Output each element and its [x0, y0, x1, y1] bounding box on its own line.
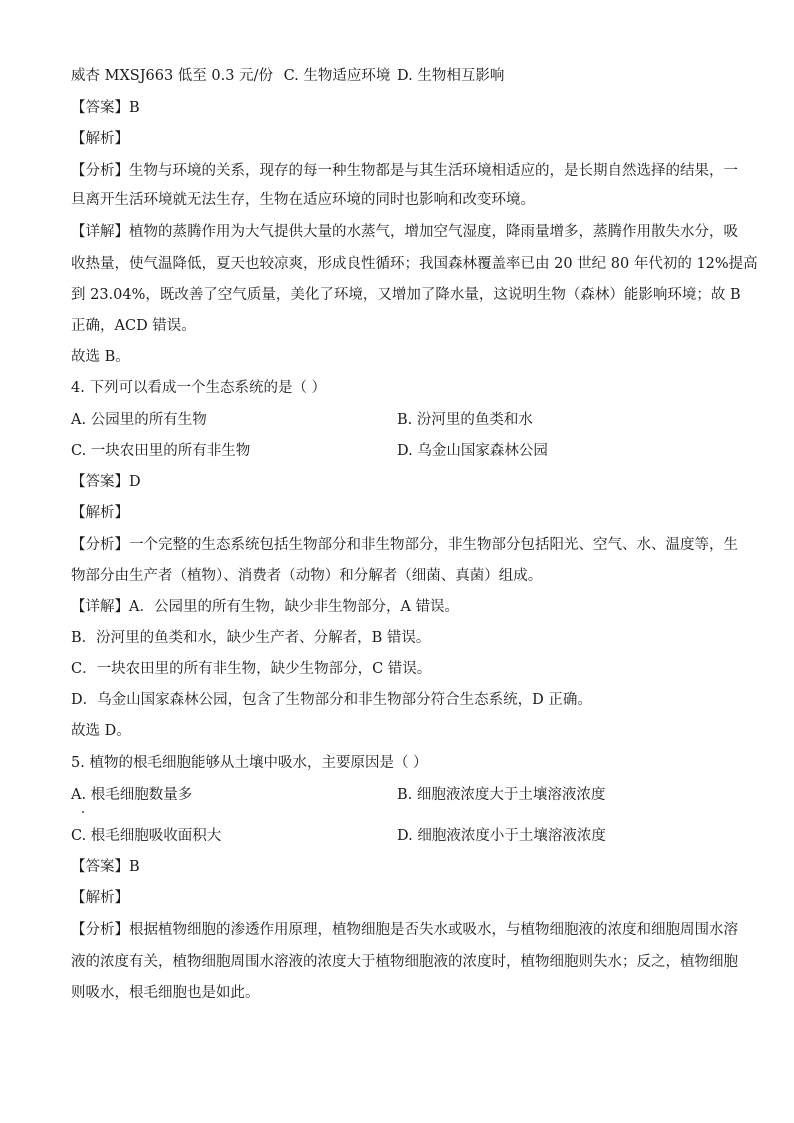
q5-option-d: D. 细胞液浓度小于土壤溶液浓度 [397, 828, 606, 844]
q3-jiexi-heading: 【解析】 [71, 131, 129, 147]
q5-option-c: C. 根毛细胞吸收面积大 [71, 828, 222, 844]
q5-option-a: A. 根毛细胞数量多 [71, 787, 193, 803]
q5-answer: 【答案】B [71, 859, 140, 875]
q4-analysis-line-1: 【分析】一个完整的生态系统包括生物部分和非生物部分，非生物部分包括阳光、空气、水、温度等，生 [71, 537, 738, 553]
q4-analysis-line-2: 物部分由生产者（植物）、消费者（动物）和分解者（细菌、真菌）组成。 [71, 568, 543, 584]
q4-answer: 【答案】D [71, 474, 141, 490]
q5-question: 5. 植物的根毛细胞能够从土壤中吸水，主要原因是（ ） [71, 755, 428, 771]
q5-jiexi-heading: 【解析】 [71, 890, 129, 906]
stray-dot-mark [82, 811, 84, 813]
q3-option-c: C. 生物适应环境 [283, 68, 391, 84]
q3-detail-line-2: 收热量，使气温降低，夏天也较凉爽，形成良性循环；我国森林覆盖率已由 20 世纪 80 年代初的 12%提高 [71, 256, 758, 272]
q3-options-row [71, 66, 721, 86]
q3-analysis-line-2: 旦离开生活环境就无法生存，生物在适应环境的同时也影响和改变环境。 [71, 192, 535, 208]
q3-conclusion: 故选 B。 [71, 349, 130, 365]
q5-analysis-line-3: 则吸水，根毛细胞也是如此。 [71, 985, 260, 1001]
q3-detail-line-1: 【详解】植物的蒸腾作用为大气提供大量的水蒸气，增加空气湿度，降雨量增多，蒸腾作用散失水分，吸 [71, 224, 738, 240]
q4-option-a: A. 公园里的所有生物 [71, 412, 207, 428]
q4-option-b: B. 汾河里的鱼类和水 [397, 412, 533, 428]
q4-detail-a: 【详解】A．公园里的所有生物，缺少非生物部分，A 错误。 [71, 599, 460, 615]
q4-detail-b: B．汾河里的鱼类和水，缺少生产者、分解者，B 错误。 [71, 630, 431, 646]
q3-analysis-line-1: 【分析】生物与环境的关系，现存的每一种生物都是与其生活环境相适应的，是长期自然选择的结果，一 [71, 163, 738, 179]
q5-analysis-line-2: 液的浓度有关，植物细胞周围水溶液的浓度大于植物细胞液的浓度时，植物细胞则失水；反之，植物细胞 [71, 954, 738, 970]
q3-detail-line-3: 到 23.04%，既改善了空气质量，美化了环境，又增加了降水量，这说明生物（森林）能影响环境；故 B [71, 287, 741, 303]
q4-detail-c: C．一块农田里的所有非生物，缺少生物部分，C 错误。 [71, 661, 432, 677]
watermark-text: 威杏 MXSJ663 低至 0.3 元/份 [71, 68, 273, 84]
q4-conclusion: 故选 D。 [71, 723, 131, 739]
q4-question: 4. 下列可以看成一个生态系统的是（ ） [71, 380, 327, 396]
q5-option-b: B. 细胞液浓度大于土壤溶液浓度 [397, 787, 606, 803]
q4-option-c: C. 一块农田里的所有非生物 [71, 443, 251, 459]
q5-analysis-line-1: 【分析】根据植物细胞的渗透作用原理，植物细胞是否失水或吸水，与植物细胞液的浓度和细胞周围水溶 [71, 922, 738, 938]
q4-detail-d: D．乌金山国家森林公园，包含了生物部分和非生物部分符合生态系统，D 正确。 [71, 692, 592, 708]
q3-answer: 【答案】B [71, 100, 140, 116]
q4-option-d: D. 乌金山国家森林公园 [397, 443, 548, 459]
q4-jiexi-heading: 【解析】 [71, 505, 129, 521]
q3-option-d: D. 生物相互影响 [397, 68, 505, 84]
q3-detail-line-4: 正确，ACD 错误。 [71, 318, 196, 334]
